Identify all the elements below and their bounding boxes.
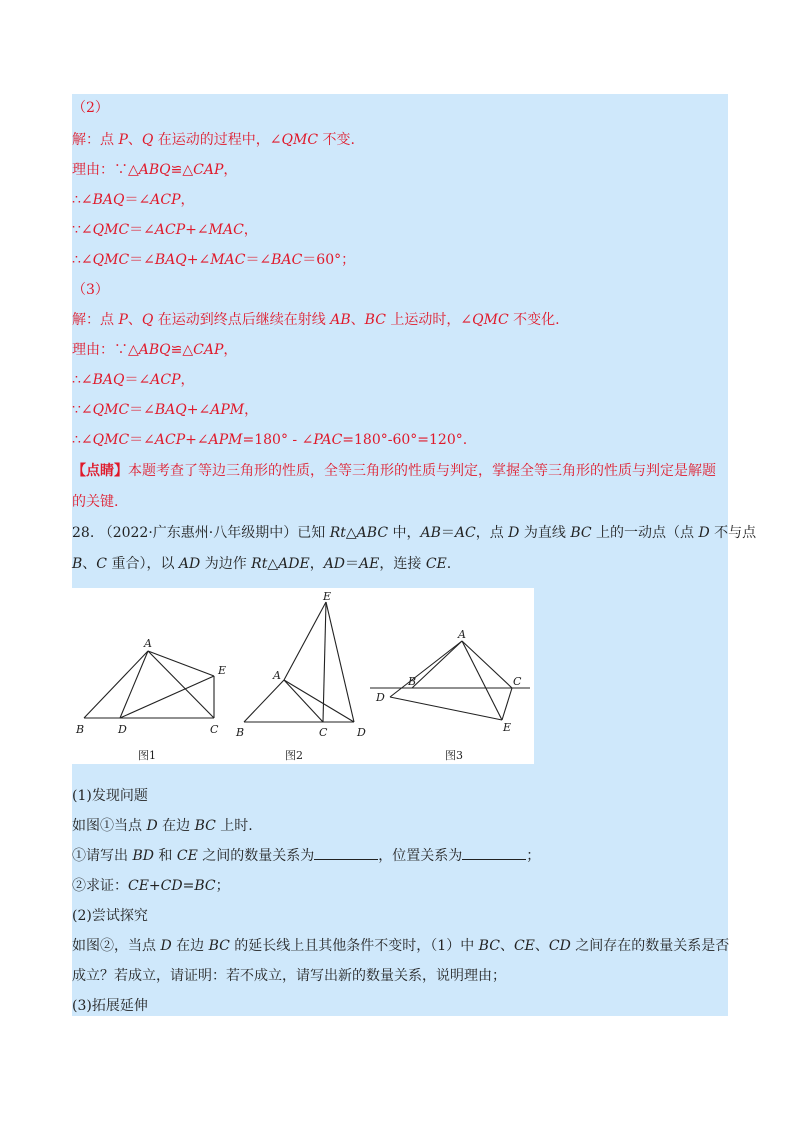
fig2-label-d: D <box>357 726 366 739</box>
part3-line4: ∵∠QMC＝∠BAQ+∠APM， <box>72 402 259 418</box>
sub1-line3: ②求证：CE+CD=BC； <box>72 878 230 894</box>
fig3-label-c: C <box>513 675 522 688</box>
sub1-title: (1)发现问题 <box>72 788 148 804</box>
part3-line2: 理由：∵△ABQ≌△CAP， <box>72 342 238 358</box>
comment-tag: 【点睛】 <box>72 463 128 479</box>
part2-label: （2） <box>72 100 109 116</box>
fig2-label-a: A <box>273 669 281 682</box>
figures-svg <box>72 588 534 764</box>
sub2-title: (2)尝试探究 <box>72 908 148 924</box>
part3-line5: ∴∠QMC＝∠ACP+∠APM=180° - ∠PAC=180°-60°=120°. <box>72 432 468 448</box>
fig3-label-d: D <box>376 691 385 704</box>
part2-line5: ∴∠QMC＝∠BAQ+∠MAC＝∠BAC＝60°； <box>72 252 356 268</box>
fig2-label-c: C <box>319 726 328 739</box>
part2-line2: 理由：∵△ABQ≌△CAP， <box>72 162 238 178</box>
fig2-label-e: E <box>323 590 332 603</box>
figure1-lines <box>84 651 214 718</box>
q28-line2: B、C 重合），以 AD 为边作 Rt△ADE，AD＝AE，连接 CE. <box>72 556 452 572</box>
part3-line3: ∴∠BAQ＝∠ACP， <box>72 372 195 388</box>
sub2-line1: 如图②，当点 D 在边 BC 的延长线上且其他条件不变时，（1）中 BC、CE、CD 之间存在的数量关系是否 <box>72 938 730 954</box>
comment-line2: 的关键. <box>72 494 119 510</box>
sub2-line2: 成立？若成立，请证明：若不成立，请写出新的数量关系，说明理由； <box>72 968 506 984</box>
fig2-label-b: B <box>236 726 245 739</box>
sub1-line2: ①请写出 BD 和 CE 之间的数量关系为 ，位置关系为 ； <box>72 848 541 864</box>
fig1-caption: 图1 <box>138 749 156 762</box>
sub1-line1: 如图①当点 D 在边 BC 上时. <box>72 818 253 834</box>
geometry-figures <box>72 588 534 764</box>
sub3-title: (3)拓展延伸 <box>72 998 148 1014</box>
fig1-label-d: D <box>118 723 127 736</box>
fig2-caption: 图2 <box>285 749 303 762</box>
fig1-label-c: C <box>210 723 219 736</box>
fig3-label-e: E <box>503 721 512 734</box>
answer-blank-position[interactable] <box>462 847 526 860</box>
fig1-label-b: B <box>76 723 85 736</box>
comment-line1: 【点睛】本题考查了等边三角形的性质，全等三角形的性质与判定，掌握全等三角形的性质与判定是解题 <box>72 463 716 479</box>
figure2-lines <box>244 602 354 722</box>
part2-line4: ∵∠QMC＝∠ACP+∠MAC， <box>72 222 258 238</box>
answer-blank-quantity[interactable] <box>314 847 378 860</box>
fig3-label-a: A <box>458 628 466 641</box>
figure3-lines <box>370 641 530 720</box>
fig1-label-e: E <box>218 664 227 677</box>
fig3-label-b: B <box>408 675 417 688</box>
fig3-caption: 图3 <box>445 749 463 762</box>
part2-line1: 解：点 P、Q 在运动的过程中，∠QMC 不变. <box>72 132 355 148</box>
part3-line1: 解：点 P、Q 在运动到终点后继续在射线 AB、BC 上运动时，∠QMC 不变化. <box>72 312 560 328</box>
fig1-label-a: A <box>144 637 152 650</box>
part2-line3: ∴∠BAQ＝∠ACP， <box>72 192 195 208</box>
part3-label: （3） <box>72 282 109 298</box>
q28-line1: 28. （2022·广东惠州·八年级期中）已知 Rt△ABC 中，AB＝AC，点 D 为直线 BC 上的一动点（点 D 不与点 <box>72 525 757 541</box>
